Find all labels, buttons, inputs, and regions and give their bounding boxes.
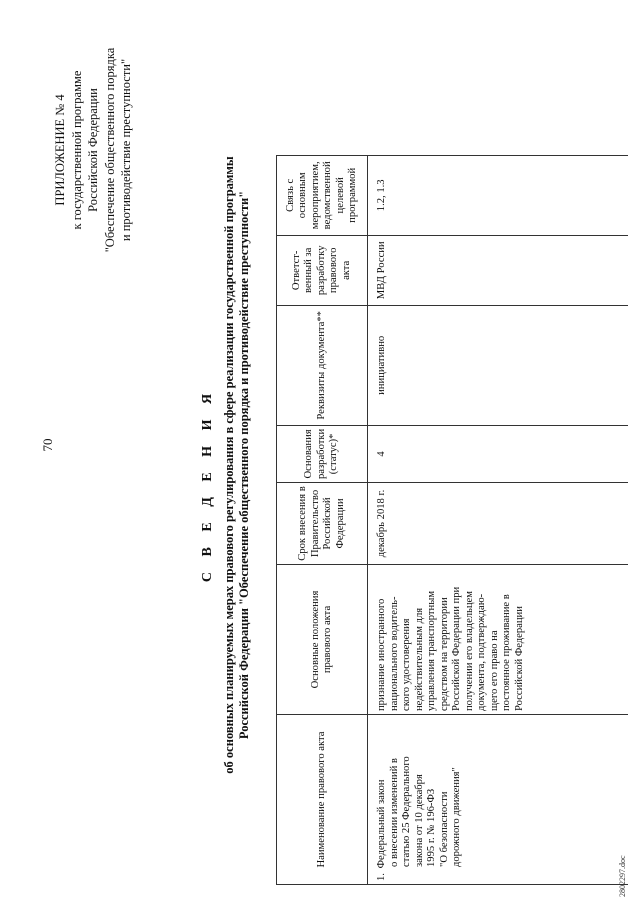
cell-requisites: инициативно	[368, 305, 629, 425]
table-row	[368, 155, 629, 884]
subtitle-line: об основных планируемых мерах правового регулирования в сфере реализации государственной программы	[222, 156, 236, 774]
annex-line: Российской Федерации	[86, 88, 100, 212]
cell-responsible: МВД России	[368, 235, 629, 305]
provisions-line: ского удостоверения	[401, 618, 412, 711]
header-requisites: Реквизиты документа**	[277, 305, 368, 425]
name-line: "О безопасности	[438, 791, 450, 867]
header-link: Связь с основным мероприятием, ведомственной целевой программой	[277, 155, 368, 235]
provisions-line: признание иностранного	[376, 598, 387, 711]
header-deadline: Срок внесения в Правительство Российской Федерации	[277, 483, 368, 565]
provisions-line: средством на территории	[438, 597, 450, 711]
name-line: 1995 г. № 196-ФЗ	[426, 788, 437, 867]
document-file-code: 2802297.doc	[618, 855, 627, 897]
name-line: Федеральный закон	[376, 779, 387, 869]
document-subtitle	[222, 65, 252, 865]
subtitle-line: Российской Федерации "Обеспечение общественного порядка и противодействие преступности"	[237, 190, 251, 740]
header-provisions: Основные положения правового акта	[277, 565, 368, 715]
provisions-line: документа, подтверждаю-	[476, 593, 487, 711]
header-act-name: Наименование правового акта	[277, 715, 368, 885]
provisions-line: Российской Федерации при	[451, 586, 462, 711]
name-line: закона от 10 декабря	[413, 774, 425, 867]
annex-line: и противодействие преступности"	[119, 58, 133, 242]
provisions-line: постоянное проживание в	[501, 594, 512, 711]
cell-link: 1.2, 1.3	[368, 155, 629, 235]
provisions-line: щего его право на	[488, 630, 500, 711]
provisions-line: недействительным для	[413, 607, 425, 711]
row-number: 1.	[376, 873, 387, 881]
annex-line: ПРИЛОЖЕНИЕ № 4	[53, 94, 67, 206]
cell-act-name	[368, 715, 629, 885]
cell-provisions	[368, 565, 629, 715]
header-responsible: Ответст-венный за разработку правового акта	[277, 235, 368, 305]
provisions-line: управления транспортным	[426, 590, 437, 711]
annex-line: "Обеспечение общественного порядка	[102, 47, 117, 253]
annex-line: к государственной программе	[69, 70, 84, 230]
provisions-line: Российской Федерации	[513, 606, 525, 711]
provisions-line: национального водитель-	[388, 596, 400, 711]
name-line: о внесении изменений в	[388, 758, 400, 867]
provisions-line: получении его владельцем	[463, 591, 475, 711]
table-header-row	[277, 155, 368, 884]
measures-table	[276, 155, 628, 885]
name-line: статью 25 Федерального	[401, 756, 412, 867]
annex-block	[52, 15, 135, 285]
page-number: 70	[40, 438, 55, 452]
cell-basis: 4	[368, 425, 629, 482]
name-line: дорожного движения"	[451, 767, 462, 867]
cell-deadline: декабрь 2018 г.	[368, 483, 629, 565]
document-title: С В Е Д Е Н И Я	[200, 387, 215, 583]
header-basis: Основания разработки (статус)*	[277, 425, 368, 482]
